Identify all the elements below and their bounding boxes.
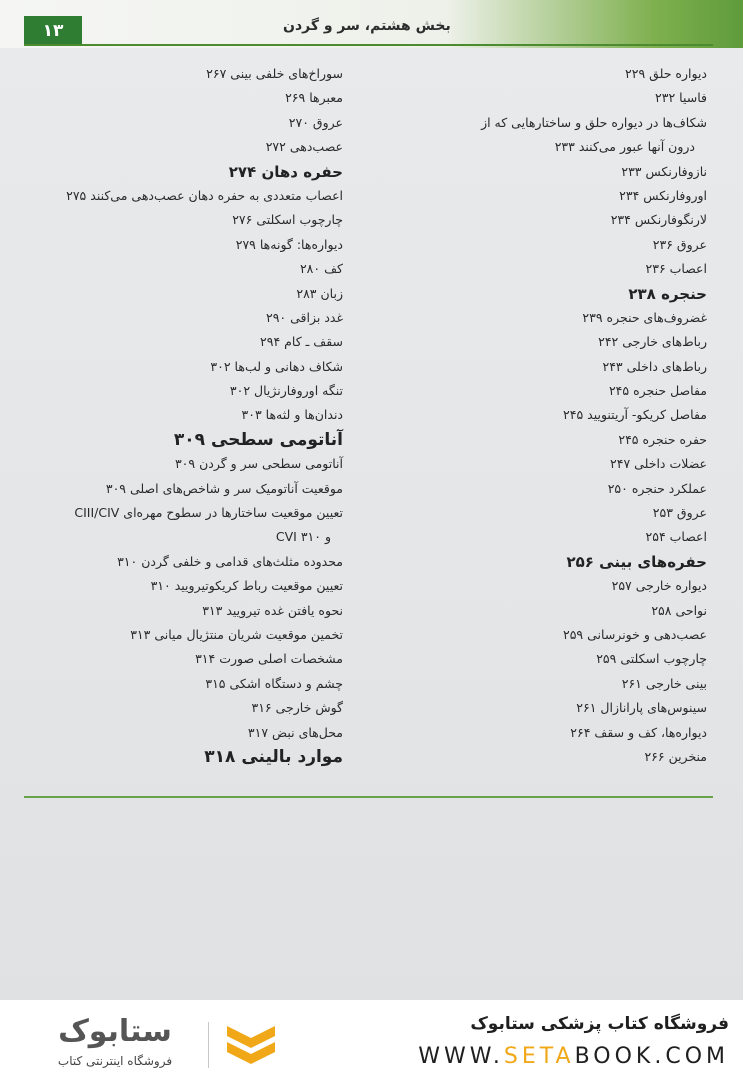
- toc-entry: سوراخ‌های خلفی بینی ۲۶۷: [206, 66, 343, 81]
- toc-entry: چشم و دستگاه اشکی ۳۱۵: [205, 675, 343, 691]
- footer-rule: [24, 796, 713, 798]
- logo-tagline: فروشگاه اینترنتی کتاب: [57, 1054, 173, 1068]
- toc-section-heading: حنجره ۲۳۸: [628, 284, 707, 303]
- toc-entry: عصب‌دهی و خونرسانی ۲۵۹: [562, 626, 707, 642]
- toc-entry: حفره حنجره ۲۴۵: [618, 431, 707, 447]
- toc-entry: غضروف‌های حنجره ۲۳۹: [582, 309, 707, 325]
- toc-entry: اوروفارنکس ۲۳۴: [619, 187, 707, 203]
- toc-entry: درون آنها عبور می‌کنند ۲۳۳: [554, 139, 695, 155]
- toc-entry: موقعیت آناتومیک سر و شاخص‌های اصلی ۳۰۹: [105, 480, 343, 496]
- store-url[interactable]: [418, 1044, 729, 1069]
- chapter-title: بخش هشتم، سر و گردن: [283, 18, 451, 34]
- toc-entry: چارچوب اسکلتی ۲۷۶: [232, 212, 343, 228]
- toc-entry: سینوس‌های پارانازال ۲۶۱: [576, 700, 707, 716]
- logo-divider: [208, 1022, 209, 1068]
- toc-entry: دیواره‌ها، کف و سقف ۲۶۴: [570, 724, 707, 740]
- toc-entry: نواحی ۲۵۸: [651, 602, 707, 618]
- toc-entry: معبرها ۲۶۹: [285, 90, 343, 106]
- url-prefix: WWW.: [418, 1044, 504, 1069]
- toc-section-heading: آناتومی سطحی ۳۰۹: [173, 429, 343, 450]
- toc-entry: محدوده مثلث‌های قدامی و خلفی گردن ۳۱۰: [117, 553, 343, 569]
- store-name: فروشگاه کتاب پزشکی ستابوک: [470, 1014, 729, 1034]
- toc-entry: شکاف دهانی و لب‌ها ۳۰۲: [210, 358, 343, 374]
- toc-entry: دیواره حلق ۲۲۹: [625, 66, 707, 81]
- toc-entry: نازوفارنکس ۲۳۳: [621, 163, 707, 179]
- toc-section-heading: حفره دهان ۲۷۴: [228, 162, 343, 181]
- toc-entry: چارچوب اسکلتی ۲۵۹: [596, 651, 707, 667]
- toc-entry: زبان ۲۸۳: [296, 285, 343, 301]
- url-suffix: BOOK.COM: [574, 1044, 729, 1069]
- toc-entry: لارنگوفارنکس ۲۳۴: [610, 212, 707, 228]
- toc-entry: عملکرد حنجره ۲۵۰: [607, 480, 707, 496]
- toc-entry: دندان‌ها و لثه‌ها ۳۰۳: [241, 407, 343, 423]
- toc-entry: دیواره‌ها: گونه‌ها ۲۷۹: [235, 236, 343, 252]
- toc-entry: کف ۲۸۰: [299, 261, 343, 277]
- toc-entry: تخمین موقعیت شریان منتژیال میانی ۳۱۳: [130, 626, 343, 642]
- toc-entry: مفاصل کریکو- آریتنویید ۲۴۵: [563, 407, 707, 423]
- toc-entry: عروق ۲۷۰: [288, 114, 343, 130]
- toc-entry: فاسیا ۲۳۲: [655, 90, 707, 106]
- toc-entry: عضلات داخلی ۲۴۷: [610, 456, 707, 472]
- toc-entry: مفاصل حنجره ۲۴۵: [608, 383, 707, 399]
- toc-entry: رباط‌های خارجی ۲۴۲: [598, 334, 707, 350]
- chevron-logo-icon: [225, 1022, 277, 1068]
- toc-column-right: [377, 62, 707, 769]
- header-rule: [24, 44, 713, 46]
- toc-section-heading: موارد بالینی ۳۱۸: [204, 746, 343, 767]
- toc-entry: تعیین موقعیت ساختارها در سطوح مهره‌ای CIII/CIV: [74, 505, 343, 521]
- toc-entry: سقف ـ کام ۲۹۴: [260, 334, 343, 350]
- toc-entry: و CVI ۳۱۰: [275, 529, 331, 545]
- toc-entry: دیواره خارجی ۲۵۷: [611, 578, 707, 594]
- url-accent: SETA: [503, 1044, 575, 1069]
- toc-entry: رباط‌های داخلی ۲۴۳: [602, 358, 707, 374]
- toc-entry: عصب‌دهی ۲۷۲: [265, 139, 343, 155]
- toc-entry: آناتومی سطحی سر و گردن ۳۰۹: [174, 456, 343, 472]
- toc-entry: نحوه یافتن غده تیرویید ۳۱۳: [202, 602, 343, 618]
- toc-entry: مشخصات اصلی صورت ۳۱۴: [195, 651, 343, 667]
- store-banner: [0, 1000, 743, 1080]
- toc-column-left: [13, 62, 343, 769]
- toc-entry: اعصاب ۲۳۶: [645, 261, 707, 277]
- toc-entry: اعصاب ۲۵۴: [645, 529, 707, 545]
- logo-wordmark: ستابوک: [58, 1014, 172, 1049]
- toc-section-heading: حفره‌های بینی ۲۵۶: [566, 552, 707, 571]
- toc-entry: غدد بزاقی ۲۹۰: [265, 309, 343, 325]
- toc-entry: بینی خارجی ۲۶۱: [621, 675, 707, 691]
- toc-entry: عروق ۲۳۶: [652, 236, 707, 252]
- toc-entry: تعیین موقعیت رباط کریکوتیرویید ۳۱۰: [150, 578, 343, 594]
- toc-entry: محل‌های نبض ۳۱۷: [247, 724, 343, 740]
- toc-entry: عروق ۲۵۳: [652, 505, 707, 521]
- toc-entry: شکاف‌ها در دیواره حلق و ساختارهایی که از: [481, 114, 707, 130]
- page-number: ۱۳: [24, 16, 82, 46]
- toc-entry: گوش خارجی ۳۱۶: [251, 700, 343, 716]
- toc-entry: تنگه اوروفارنژیال ۳۰۲: [229, 383, 343, 399]
- toc-entry: منخرین ۲۶۶: [644, 748, 707, 764]
- toc-entry: اعصاب متعددی به حفره دهان عصب‌دهی می‌کنند ۲۷۵: [66, 187, 343, 203]
